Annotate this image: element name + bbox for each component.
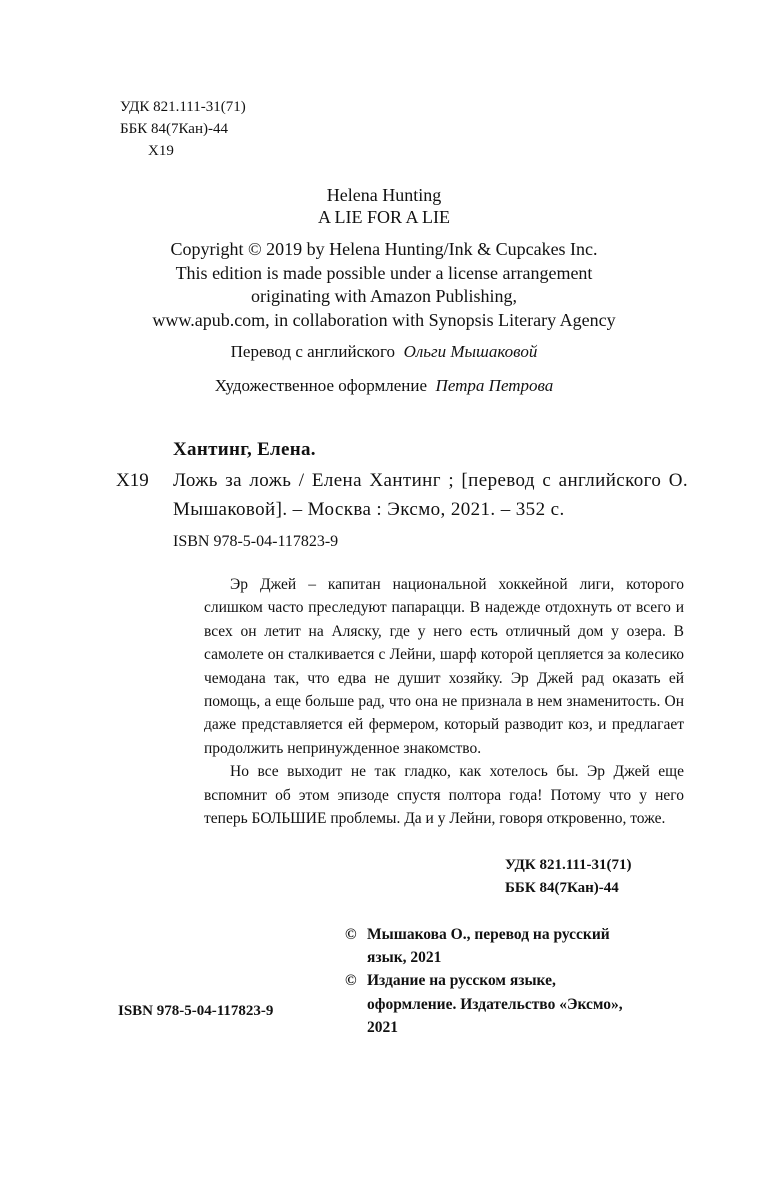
catalog-isbn: ISBN 978-5-04-117823-9: [173, 533, 339, 550]
catalog-entry: [116, 466, 688, 524]
top-classification-codes: [120, 96, 246, 162]
copyright-notice-text: Мышакова О., перевод на русский язык, 2021: [367, 926, 610, 967]
bottom-classification-codes: [505, 854, 632, 900]
copyright-notice: [345, 969, 690, 1039]
annotation-paragraph: Эр Джей – капитан национальной хоккейной лиги, которого слишком часто преследуют папарацци. В надежде отдохнуть от всего и всех он летит на Аляску, где у него есть отличный дом у озера. В самолете он сталкивается с Лейни, шарф которой цепляется за колесико чемодана так, что едва не душит хозяйку. Эр Джей рад оказать ей помощь, а еще больше рад, что она не признала в нем знаменитость. Он даже представляется ей фермером, который разводит коз, и предлагает продолжить непринужденное знакомство.: [204, 576, 684, 757]
annotation: [204, 573, 684, 830]
catalog-code: Х19: [116, 470, 149, 491]
copyright-line: Copyright © 2019 by Helena Hunting/Ink & Cupcakes Inc.: [170, 239, 598, 259]
copyright-notice-text: Издание на русском языке, оформление. Издательство «Эксмо», 2021: [367, 972, 623, 1036]
translation-credit: [0, 342, 768, 362]
designer-name: Петра Петрова: [435, 376, 554, 395]
copyright-statement: [0, 238, 768, 332]
catalog-record: [116, 438, 688, 551]
author-mark: Х19: [148, 143, 174, 159]
copyright-symbol: ©: [345, 972, 357, 990]
copyright-symbol: ©: [345, 926, 357, 943]
copyright-line: www.apub.com, in collaboration with Synopsis Literary Agency: [152, 309, 616, 330]
copyright-line: This edition is made possible under a license arrangement: [175, 262, 593, 283]
catalog-author-heading: Хантинг, Елена.: [173, 439, 316, 460]
original-title: A LIE FOR A LIE: [317, 207, 450, 227]
isbn-bottom: ISBN 978-5-04-117823-9: [118, 1003, 274, 1019]
annotation-paragraph: Но все выходит не так гладко, как хотелось бы. Эр Джей еще вспомнит об этом эпизоде спустя полтора года! Потому что у него теперь БОЛЬШИЕ проблемы. Да и у Лейни, говоря откровенно, тоже.: [204, 763, 684, 828]
copyright-notices: [345, 923, 690, 1039]
original-edition: [0, 184, 768, 228]
design-credit: [0, 376, 768, 396]
bbk-code-bottom: ББК 84(7Кан)-44: [505, 880, 619, 896]
translation-label: Перевод с английского: [230, 342, 396, 361]
catalog-description: Ложь за ложь / Елена Хантинг ; [перевод с английского О. Мышаковой]. – Москва : Эксмо, 2021. – 352 с.: [173, 470, 688, 520]
original-author: Helena Hunting: [326, 185, 442, 205]
udk-code-bottom: УДК 821.111-31(71): [505, 857, 632, 873]
udk-code: УДК 821.111-31(71): [120, 99, 246, 115]
translator-name: Ольги Мышаковой: [403, 342, 538, 361]
design-label: Художественное оформление: [214, 376, 428, 395]
copyright-line: originating with Amazon Publishing,: [251, 286, 517, 306]
bbk-code: ББК 84(7Кан)-44: [120, 121, 228, 137]
copyright-notice: [345, 923, 690, 969]
